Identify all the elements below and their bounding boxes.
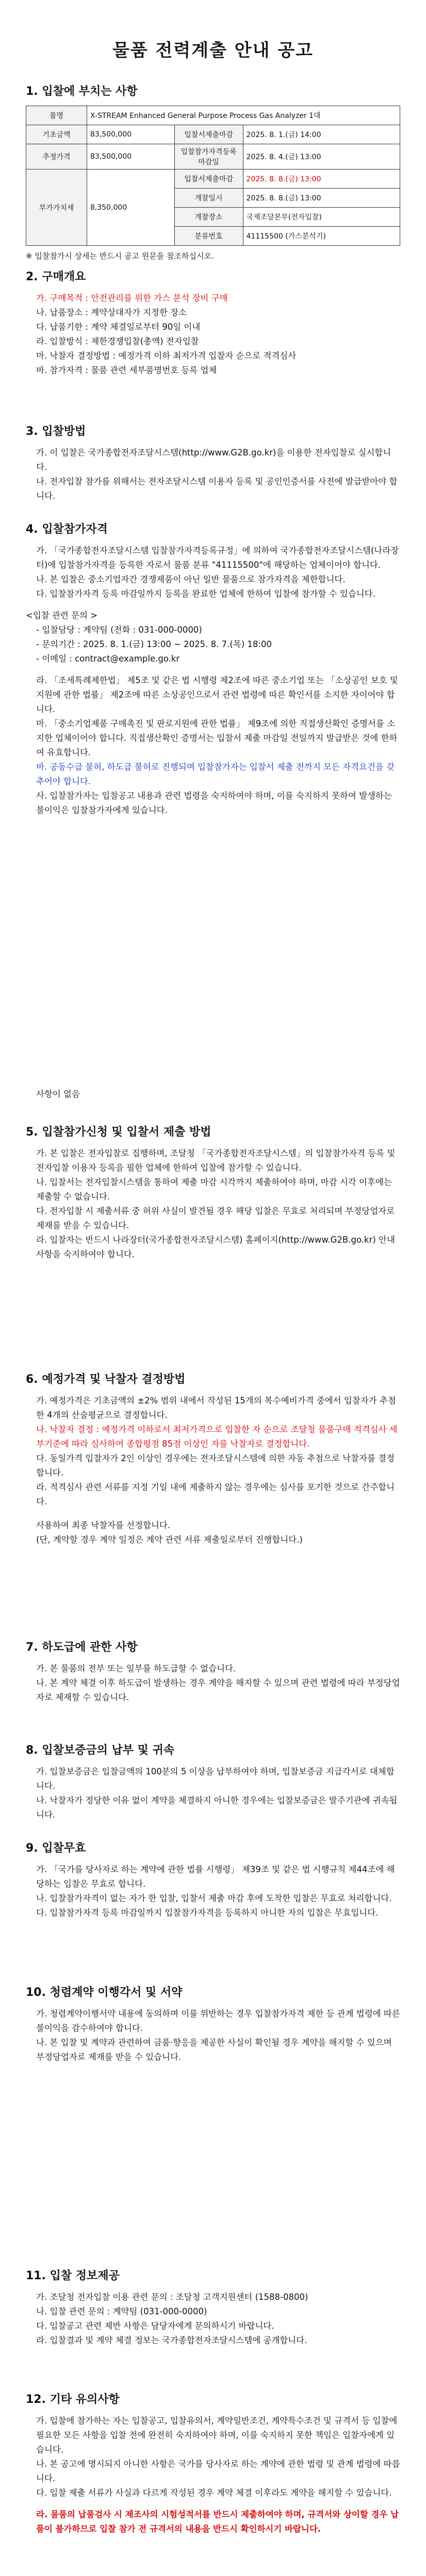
table-cell-value: 2025. 8. 1.(금) 14:00 — [243, 125, 400, 144]
section-heading: 4. 입찰참가자격 — [26, 523, 108, 536]
bid-summary-table — [26, 106, 400, 246]
table-cell-label: 품명 — [26, 106, 87, 125]
table-cell-value: 8,350,000 — [87, 170, 175, 246]
table-cell-label: 분류번호 — [174, 227, 243, 246]
section-notes — [26, 2391, 400, 2536]
table-cell-label: 부가가치세 — [26, 170, 87, 246]
page-title: 물품 전력계출 안내 공고 — [112, 40, 314, 61]
list-item: 라. 적격심사 관련 서류를 지정 기일 내에 제출하지 않는 경우에는 심사를 포기한 것으로 간주합니다. — [36, 1482, 395, 1506]
list-item: 가. 입찰보증금은 입찰금액의 100분의 5 이상을 납부하여야 하며, 입찰보증금 지급각서로 대체합니다. — [36, 1767, 395, 1791]
table-cell-value: X-STREAM Enhanced General Purpose Process Gas Analyzer 1대 — [87, 106, 400, 125]
section-integrity — [26, 1984, 400, 2064]
list-item: 다. 전자입찰 시 제출서류 중 허위 사실이 발견될 경우 해당 입찰은 무효로 처리되며 부정당업자로 제재를 받을 수 있습니다. — [36, 1206, 395, 1230]
list-item: 가. 예정가격은 기초금액의 ±2% 범위 내에서 작성된 15개의 복수예비가격 중에서 입찰자가 추첨한 4개의 산술평균으로 결정합니다. — [36, 1396, 396, 1420]
section-heading: 9. 입찰무효 — [26, 1842, 86, 1855]
list-item: 나. 입찰서는 전자입찰시스템을 통하여 제출 마감 시각까지 제출하여야 하며, 마감 시각 이후에는 제출할 수 없습니다. — [36, 1177, 392, 1201]
section-invalid-bid — [26, 1839, 400, 1920]
list-item: 나. 본 입찰 및 계약과 관련하여 금품·향응을 제공한 사실이 확인될 경우 계약을 해지할 수 있으며 부정당업자로 제재를 받을 수 있습니다. — [36, 2038, 392, 2062]
list-item: 가. 본 물품의 전부 또는 일부를 하도급할 수 없습니다. — [36, 1664, 236, 1673]
list-item: 나. 낙찰자 결정 : 예정가격 이하로서 최저가격으로 입찰한 자 순으로 조달청 물품구매 적격심사 세부기준에 따라 심사하여 종합평점 85점 이상인 자를 낙찰자로 결정합니다. — [36, 1425, 398, 1449]
section-heading: 12. 기타 유의사항 — [26, 2393, 120, 2406]
contact-line: - 문의기간 : 2025. 8. 1.(금) 13:00 ~ 2025. 8. 7.(목) 18:00 — [36, 639, 272, 649]
section-deposit — [26, 1741, 400, 1822]
section-heading: 1. 입찰에 부치는 사항 — [26, 85, 138, 98]
section-heading: 3. 입찰방법 — [26, 425, 86, 438]
section-award — [26, 1370, 400, 1547]
list-item: 마. 낙찰자 결정방법 : 예정가격 이하 최저가격 입찰자 순으로 적격심사 — [36, 351, 297, 361]
section-bid-items — [26, 82, 400, 262]
list-item: 마. 「중소기업제품 구매촉진 및 판로지원에 관한 법률」 제9조에 의한 직접생산확인 증명서를 소지한 업체이어야 합니다. 직접생산확인 증명서는 입찰서 제출 마감일 전일까지 발급받은 것에 한하여 유효합니다. — [36, 719, 398, 757]
table-cell-label: 입찰서제출마감 — [174, 170, 243, 189]
table-cell-value: 83,500,000 — [87, 125, 175, 144]
list-item: 다. 입찰참가자격 등록 마감일까지 등록을 완료한 업체에 한하여 입찰에 참가할 수 있습니다. — [36, 589, 375, 599]
section-info — [26, 2267, 400, 2348]
list-item: 바. 공동수급 불허, 하도급 불허로 진행되며 입찰참가자는 입찰서 제출 전까지 모든 자격요건을 갖추어야 합니다. — [36, 762, 395, 786]
table-note: ※ 입찰참가시 상세는 반드시 공고 원문을 참조하십시오. — [26, 251, 214, 261]
list-item: 가. 조달청 전자입찰 이용 관련 문의 : 조달청 고객지원센터 (1588-0800) — [36, 2292, 308, 2302]
section-qualification-tail — [26, 1087, 400, 1101]
table-row — [26, 170, 400, 189]
contact-line: - 이메일 : contract@example.go.kr — [36, 654, 180, 664]
table-cell-value: 41115500 (가스분석기) — [243, 227, 400, 246]
list-item: 나. 본 공고에 명시되지 아니한 사항은 국가를 당사자로 하는 계약에 관한 법령 및 관계 법령에 따릅니다. — [36, 2459, 400, 2483]
list-item: 가. 구매목적 : 안전관리를 위한 가스 분석 장비 구매 — [36, 293, 228, 303]
table-row — [26, 144, 400, 170]
list-item: 가. 「국가를 당사자로 하는 계약에 관한 법률 시행령」 제39조 및 같은 법 시행규칙 제44조에 해당하는 입찰은 무효로 합니다. — [36, 1865, 395, 1889]
table-cell-label: 개찰장소 — [174, 208, 243, 227]
table-cell-label: 기초금액 — [26, 125, 87, 144]
table-cell-value: 2025. 8. 8.(금) 13:00 — [243, 170, 400, 189]
section-heading: 6. 예정가격 및 낙찰자 결정방법 — [26, 1373, 186, 1386]
table-cell-value: 국제조달본부(전자입찰) — [243, 208, 400, 227]
table-cell-label: 입찰참가자격등록마감일 — [174, 144, 243, 170]
contact-heading: <입찰 관련 문의 > — [26, 611, 98, 620]
table-row — [26, 125, 400, 144]
section-heading: 11. 입찰 정보제공 — [26, 2269, 120, 2282]
list-item: 가. 이 입찰은 국가종합전자조달시스템(http://www.G2B.go.kr)을 이용한 전자입찰로 실시합니다. — [36, 448, 391, 472]
section-heading: 5. 입찰참가신청 및 입찰서 제출 방법 — [26, 1126, 211, 1139]
section-bid-method — [26, 422, 400, 503]
section-qualification — [26, 520, 400, 818]
section-subcontract — [26, 1638, 400, 1705]
list-item: 다. 납품기한 : 계약 체결일로부터 90일 이내 — [36, 322, 201, 332]
list-item: 바. 참가자격 : 물품 관련 세부품명번호 등록 업체 — [36, 365, 217, 375]
list-item: 나. 본 입찰은 중소기업자간 경쟁제품이 아닌 일반 물품으로 참가자격을 제한합니다. — [36, 574, 346, 584]
table-cell-label: 입찰서제출마감 — [174, 125, 243, 144]
list-item: 가. 청렴계약이행서약 내용에 동의하며 이를 위반하는 경우 입찰참가자격 제한 등 관계 법령에 따른 불이익을 감수하여야 합니다. — [36, 2009, 400, 2033]
list-item: 가. 입찰에 참가하는 자는 입찰공고, 입찰유의서, 계약일반조건, 계약특수조건 및 규격서 등 입찰에 필요한 모든 사항을 입찰 전에 완전히 숙지하여야 하며, 이를 숙지하지 못한 책임은 입찰자에게 있습니다. — [36, 2416, 398, 2454]
section-submission — [26, 1123, 400, 1262]
list-item: 라. 입찰결과 및 계약 체결 정보는 국가종합전자조달시스템에 공개합니다. — [36, 2335, 307, 2345]
section-heading: 2. 구매개요 — [26, 270, 86, 283]
highlight-notice: 라. 물품의 납품검사 시 제조사의 시험성적서를 반드시 제출하여야 하며, 규격서와 상이할 경우 납품이 불가하므로 입찰 참가 전 규격서의 내용을 반드시 확인하시기 바랍니다. — [36, 2510, 399, 2534]
list-item: 라. 입찰방식 : 제한경쟁입찰(총액) 전자입찰 — [36, 336, 199, 346]
section-heading: 8. 입찰보증금의 납부 및 귀속 — [26, 1744, 175, 1757]
list-item: 나. 납품장소 : 계약상대자가 지정한 장소 — [36, 308, 187, 317]
list-item: 다. 입찰공고 관련 제반 사항은 담당자에게 문의하시기 바랍니다. — [36, 2321, 274, 2331]
table-cell-value: 83,500,000 — [87, 144, 175, 170]
list-item: 가. 본 입찰은 전자입찰로 집행하며, 조달청 「국가종합전자조달시스템」의 입찰참가자격 등록 및 전자입찰 이용자 등록을 필한 업체에 한하여 입찰에 참가할 수 있습니다. — [36, 1148, 396, 1173]
section-heading: 10. 청렴계약 이행각서 및 서약 — [26, 1986, 183, 1999]
section-overview — [26, 268, 400, 378]
list-item: 다. 동일가격 입찰자가 2인 이상인 경우에는 전자조달시스템에 의한 자동 추첨으로 낙찰자를 결정합니다. — [36, 1453, 395, 1478]
list-item: 나. 입찰참가자격이 없는 자가 한 입찰, 입찰서 제출 마감 후에 도착한 입찰은 무효로 처리합니다. — [36, 1893, 392, 1903]
table-cell-value: 2025. 8. 4.(금) 13:00 — [243, 144, 400, 170]
list-item: 사. 입찰참가자는 입찰공고 내용과 관련 법령을 숙지하여야 하며, 이를 숙지하지 못하여 발생하는 불이익은 입찰참가자에게 있습니다. — [36, 791, 392, 815]
list-item: 나. 본 계약 체결 이후 하도급이 발생하는 경우 계약을 해지할 수 있으며 관련 법령에 따라 부정당업자로 제재할 수 있습니다. — [36, 1678, 400, 1702]
continued-text: (단, 계약할 경우 계약 일정은 계약 관련 서류 제출일로부터 진행합니다.) — [36, 1535, 303, 1545]
table-row — [26, 106, 400, 125]
list-item: 다. 입찰참가자격 등록 마감일까지 입찰참가자격을 등록하지 아니한 자의 입찰은 무효입니다. — [36, 1908, 379, 1918]
contact-line: - 입찰담당 : 계약팀 (전화 : 031-000-0000) — [36, 625, 202, 635]
list-item: 나. 전자입찰 참가를 위해서는 전자조달시스템 이용자 등록 및 공인인증서를 사전에 발급받아야 합니다. — [36, 477, 398, 501]
table-cell-value: 2025. 8. 8.(금) 13:00 — [243, 189, 400, 208]
list-item: 다. 입찰 제출 서류가 사실과 다르게 작성된 경우 계약 체결 이후라도 계약을 해지할 수 있습니다. — [36, 2488, 392, 2498]
list-item: 나. 입찰 관련 문의 : 계약팀 (031-000-0000) — [36, 2307, 207, 2316]
list-item: 라. 입찰자는 반드시 나라장터(국가종합전자조달시스템) 홈페이지(http://www.G2B.go.kr) 안내사항을 숙지하여야 합니다. — [36, 1235, 395, 1259]
section-heading: 7. 하도급에 관한 사항 — [26, 1641, 138, 1654]
list-item: 가. 「국가종합전자조달시스템 입찰참가자격등록규정」에 의하여 국가종합전자조달시스템(나라장터)에 입찰참가자격을 등록한 자로서 물품 분류 "41115500"에 해당하는 업체이어야 합니다. — [36, 546, 399, 570]
list-item: 라. 「조세특례제한법」 제5조 및 같은 법 시행령 제2조에 따른 중소기업 또는 「소상공인 보호 및 지원에 관한 법률」 제2조에 따른 소상공인으로서 관련 법령에 따른 확인서를 소지한 자이어야 합니다. — [36, 675, 398, 714]
continued-text: 사용하여 최종 낙찰자를 선정합니다. — [36, 1520, 171, 1530]
table-cell-label: 개찰일시 — [174, 189, 243, 208]
table-cell-label: 추정가격 — [26, 144, 87, 170]
continued-text: 사항이 없음 — [36, 1089, 80, 1099]
list-item: 나. 낙찰자가 정당한 이유 없이 계약을 체결하지 아니한 경우에는 입찰보증금은 발주기관에 귀속됩니다. — [36, 1795, 398, 1820]
